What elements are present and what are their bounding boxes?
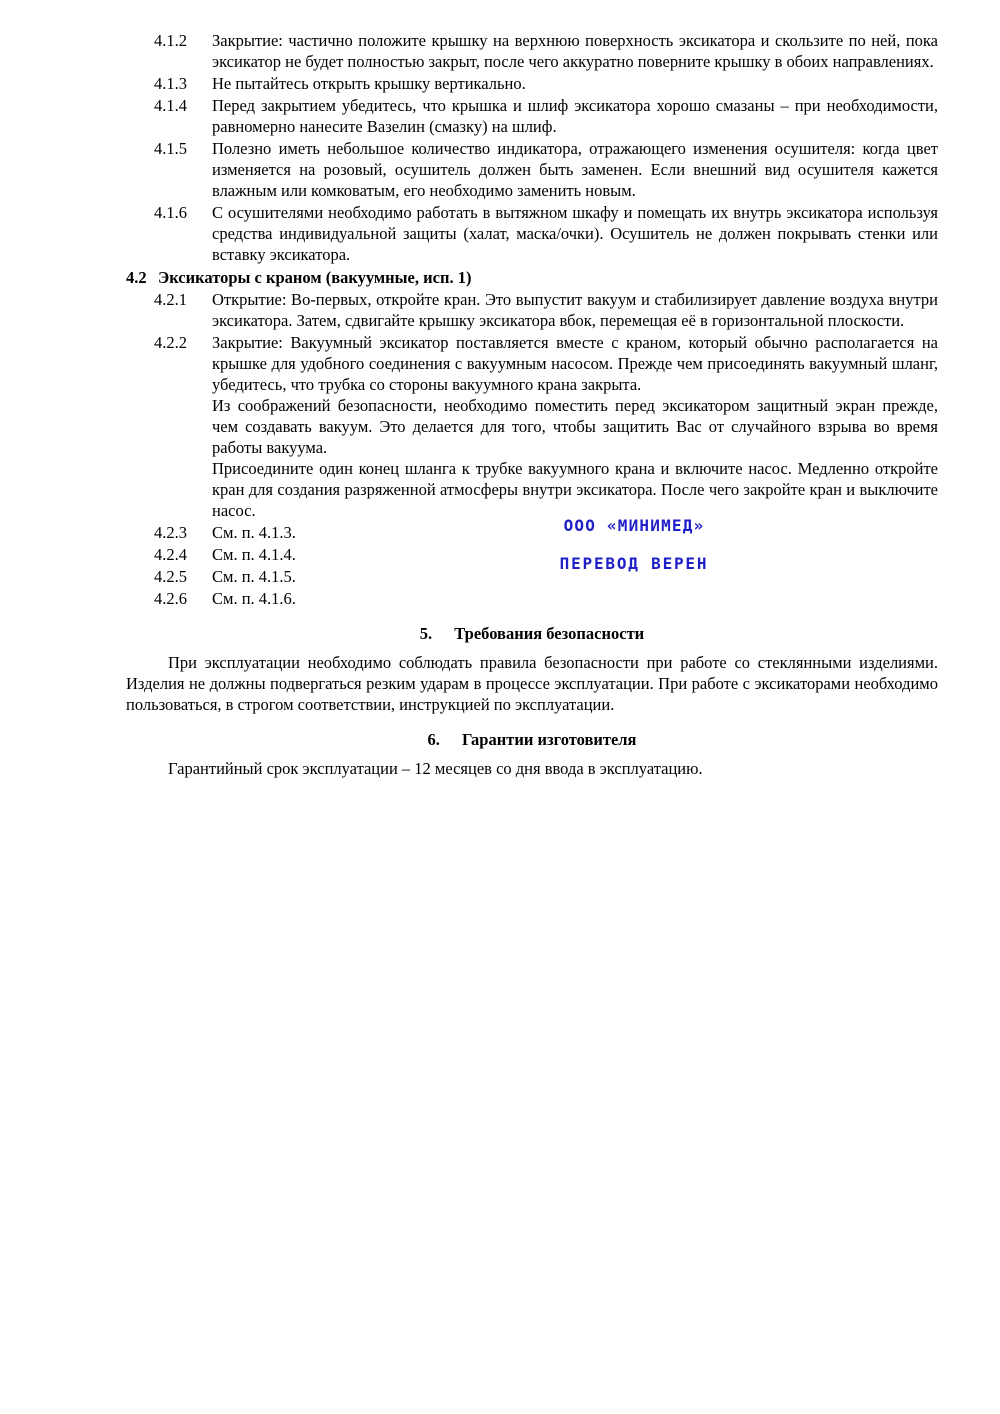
section-heading-4-2	[126, 267, 938, 288]
item-text: См. п. 4.1.4.	[212, 545, 296, 564]
list-item	[126, 588, 938, 609]
item-number: 4.1.3	[154, 74, 187, 93]
item-number: 4.1.6	[154, 203, 187, 222]
section-title: Эксикаторы с краном (вакуумные, исп. 1)	[158, 268, 472, 287]
list-item	[126, 332, 938, 521]
stamp-company-name: ООО «МИНИМЕД»	[563, 516, 705, 535]
item-number: 4.2.2	[154, 333, 187, 352]
item-number: 4.2.5	[154, 567, 187, 586]
item-text: Не пытайтесь открыть крышку вертикально.	[212, 74, 526, 93]
section-6-paragraph: Гарантийный срок эксплуатации – 12 месяцев со дня ввода в эксплуатацию.	[168, 759, 703, 778]
list-section-41	[126, 30, 938, 265]
list-item	[126, 202, 938, 265]
stamp-certification-text: ПЕРЕВОД ВЕРЕН	[559, 554, 709, 573]
item-text: См. п. 4.1.5.	[212, 567, 296, 586]
list-item	[126, 73, 938, 94]
item-text: Полезно иметь небольшое количество индикатора, отражающего изменения осушителя: когда цвет изменяется на розовый, осушитель должен быть заменен. Если внешний вид осушителя кажется влажным или комковатым, его необходимо заменить новым.	[212, 139, 938, 200]
section-number: 5.	[419, 624, 433, 643]
item-paragraph: Присоедините один конец шланга к трубке вакуумного крана и включите насос. Медленно откройте кран для создания разряженной атмосферы внутри эксикатора. После чего закройте кран и выключите насос.	[212, 459, 938, 520]
item-number: 4.1.5	[154, 139, 187, 158]
section-number: 4.2	[126, 268, 147, 287]
list-item	[126, 30, 938, 72]
translation-certification-stamp	[524, 516, 744, 573]
item-number: 4.1.2	[154, 31, 187, 50]
list-section-42	[126, 289, 938, 521]
item-number: 4.2.4	[154, 545, 187, 564]
item-text: С осушителями необходимо работать в вытяжном шкафу и помещать их внутрь эксикатора используя средства индивидуальной защиты (халат, маска/очки). Осушитель не должен покрывать стенки или вставку эксикатора.	[212, 203, 938, 264]
item-number: 4.2.3	[154, 523, 187, 542]
item-text	[212, 332, 938, 521]
item-text: См. п. 4.1.3.	[212, 523, 296, 542]
item-paragraph: Из соображений безопасности, необходимо поместить перед эксикатором защитный экран прежде, чем создавать вакуум. Это делается для того, чтобы защитить Вас от случайного взрыва во время работы вакуума.	[212, 396, 938, 457]
item-number: 4.1.4	[154, 96, 187, 115]
item-text: Перед закрытием убедитесь, что крышка и шлиф эксикатора хорошо смазаны – при необходимости, равномерно нанесите Вазелин (смазку) на шлиф.	[212, 96, 938, 136]
section-number: 6.	[427, 730, 440, 749]
item-number: 4.2.1	[154, 290, 187, 309]
list-item	[126, 138, 938, 201]
section-title: Гарантии изготовителя	[462, 730, 637, 749]
item-text: Закрытие: частично положите крышку на верхнюю поверхность эксикатора и скользите по ней, пока эксикатор не будет полностью закрыт, после чего аккуратно поверните крышку в обоих направлениях.	[212, 31, 938, 71]
list-item	[126, 289, 938, 331]
item-number: 4.2.6	[154, 589, 187, 608]
section-title: Требования безопасности	[454, 624, 645, 643]
item-text: Открытие: Во-первых, откройте кран. Это выпустит вакуум и стабилизирует давление воздуха внутри эксикатора. Затем, сдвигайте крышку эксикатора вбок, перемещая её в горизонтальной плоскости.	[212, 290, 938, 330]
section-heading-5	[126, 623, 938, 644]
page-bottom-spacer	[126, 779, 938, 787]
list-item	[126, 95, 938, 137]
section-heading-6	[126, 729, 938, 750]
item-text: См. п. 4.1.6.	[212, 589, 296, 608]
section-5-paragraph: При эксплуатации необходимо соблюдать правила безопасности при работе со стеклянными изделиями. Изделия не должны подвергаться резким ударам в процессе эксплуатации. При работе с эксикаторами необходимо пользоваться, в строгом соответствии, инструкцией по эксплуатации.	[126, 653, 938, 714]
item-paragraph: Закрытие: Вакуумный эксикатор поставляется вместе с краном, который обычно располагается на крышке для удобного соединения с вакуумным насосом. Прежде чем присоединять вакуумный шланг, убедитесь, что трубка со стороны вакуумного крана закрыта.	[212, 333, 938, 394]
